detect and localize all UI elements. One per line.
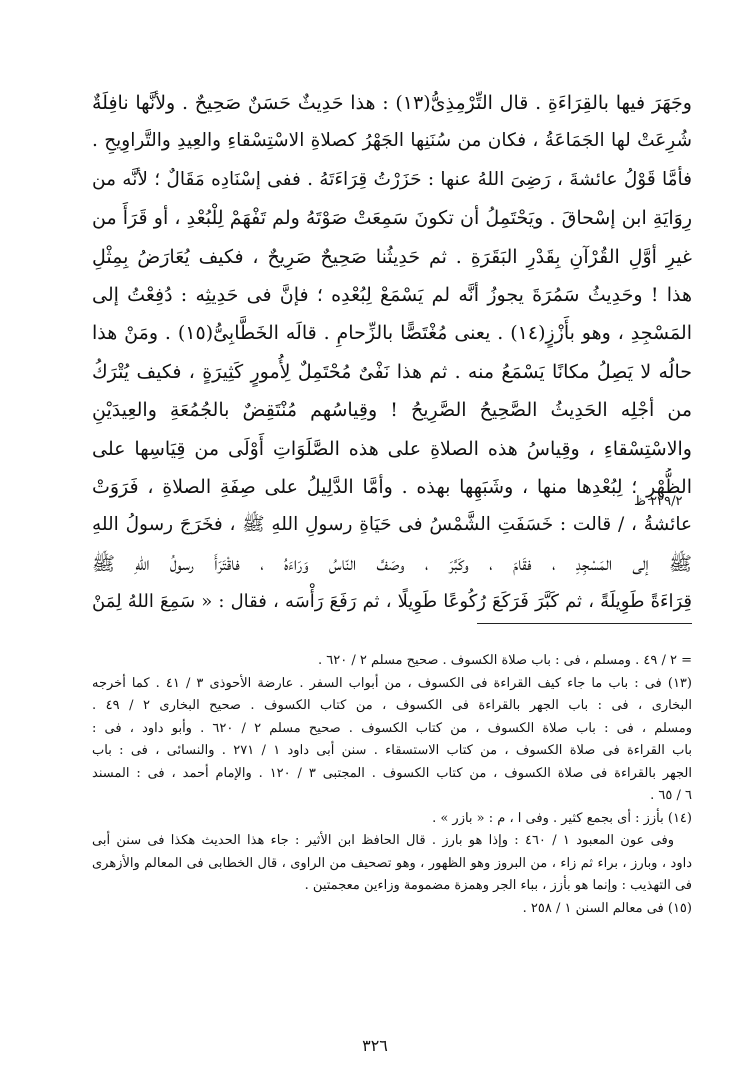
text-line: المَسْجِدِ ، وهو بأَزْزٍ(١٤) . يعنى مُغْتَصًّا بالزِّحامِ . قالَه الخَطَّابِىُّ(١٥) . ومَنْ هذا	[92, 322, 692, 345]
footnote-line: (١٤) بأزز : أى بجمع كثير . وفى ا ، م : « بازر » .	[432, 810, 692, 826]
text-line: ﷺ إلى المَسْجِدِ ، فقَامَ ، وكَبَّرَ ، وصَفَّ النّاسُ وَرَاءَهُ ، فاقْتَرَأَ رسولُ اللهِ ﷺ	[92, 552, 692, 575]
text-line: هذا ! وحَدِيثُ سَمُرَةَ يجوزُ أنَّه لم يَسْمَعْ لِبُعْدِه ؛ فإنَّ فى حَدِيثِه : دُفِعْتُ إلى	[92, 283, 692, 306]
footnote-line: وفى عون المعبود ١ / ٤٦٠ : وإذا هو بارز . قال الحافظ ابن الأثير : جاء هذا الحديث هكذا فى سنن أبى	[92, 833, 674, 848]
text-line: شُرِعَتْ لها الجَمَاعَةُ ، فكان من سُنَنِها الجَهْرُ كصلاةِ الاسْتِسْقاءِ والعِيدِ والتَّراوِيحِ .	[92, 130, 692, 152]
text-line: فأمَّا قَوْلُ عائشةَ ، رَضِىَ اللهُ عنها : حَزَرْتُ قِرَاءَتَهُ . ففى إسْنَادِه مَقَالٌ ؛ لأنَّه من	[92, 168, 692, 190]
footnote-line: الجهر بالقراءة فى صلاة الكسوف ، من كتاب الكسوف . المجتبى ٣ / ١٢٠ . والإمام أحمد ، فى : المسند	[92, 765, 692, 781]
text-line: وجَهَرَ فيها بالقِرَاءَةِ . قال التِّرْمِذِىُّ(١٣) : هذا حَدِيثٌ حَسَنٌ صَحِيحٌ . ولأنَّها نافِلَةٌ	[92, 92, 692, 114]
text-line: غيرِ أوَّلِ القُرْآنِ بِقَدْرِ البَقَرَةِ . ثم حَدِيثُنا صَحِيحٌ صَرِيحٌ ، فكيف يُعَارَضُ بِمِثْلِ	[92, 245, 692, 268]
footnote-line: فى التهذيب : وإنما هو بأزز ، بباء الجر وهمزة مضمومة وزاءين معجمتين .	[304, 878, 692, 893]
footnote-line: (١٥) فى معالم السنن ١ / ٢٥٨ .	[522, 900, 692, 916]
footnote-line: باب القراءة فى صلاة الكسوف ، من كتاب الاستسقاء . سنن أبى داود ١ / ٢٧١ . والنسائى ، فى : باب	[92, 743, 692, 758]
footnotes	[92, 650, 692, 920]
text-line: من أجْلِه الحَدِيثُ الصَّحِيحُ الصَّرِيحُ ! وقِياسُهم مُنْتَقِضٌ بالجُمُعَةِ والعِيدَيْنِ	[92, 399, 692, 422]
text-line: حالُه لا يَصِلُ مكانًا يَسْمَعُ منه . ثم هذا نَفْىٌ مُحْتَمِلٌ لِأُمورٍ كَثِيرَةٍ ، فكيف يُتْرَكُ	[92, 360, 692, 383]
text-line: عائشةُ ، / قالت : خَسَفَتِ الشَّمْسُ فى حَيَاةِ رسولِ اللهِ ﷺ ، فخَرَجَ رسولُ اللهِ	[92, 514, 692, 536]
footnote-line: داود ، وبارز ، براء ثم زاء ، من البروز وهو الظهور ، وهو تصحيف من الراوى ، قال الخطابى فى المعالم والأزهرى	[92, 855, 692, 871]
footnote-line: = ٢ / ٤٩ . ومسلم ، فى : باب صلاة الكسوف . صحيح مسلم ٢ / ٦٢٠ .	[318, 653, 692, 668]
text-line: رِوَايَةِ ابن إسْحاقَ . ويَحْتَمِلُ أن تكونَ سَمِعَتْ صَوْتَهُ ولم تَفْهَمْ لِلْبُعْدِ ، أو قَرَأَ من	[92, 207, 692, 230]
text-line: قِرَاءَةً طَوِيلَةً ، ثم كَبَّرَ فَرَكَعَ رُكُوعًا طَوِيلًا ، ثم رَفَعَ رَأْسَه ، فقال : « سَمِعَ اللهُ لِمَنْ	[92, 591, 692, 613]
footnote-line: ٦ / ٦٥ .	[650, 788, 692, 803]
footnote-divider	[477, 623, 692, 624]
page-number: ٣٢٦	[362, 1036, 388, 1055]
footnote-line: (١٣) فى : باب ما جاء كيف القراءة فى الكسوف ، من أبواب السفر . عارضة الأحوذى ٣ / ٤١ . كما أخرجه	[92, 675, 692, 691]
manuscript-folio-marker: ٢٢٩/٢ ظ	[634, 494, 683, 509]
footnote-line: البخارى ، فى : باب الجهر بالقراءة فى الكسوف ، من كتاب الكسوف . صحيح البخارى ٢ / ٤٩ .	[92, 698, 692, 713]
text-line: الظُّهْرِ ؛ لِبُعْدِها منها ، وشَبَهِها بهذه . وأمَّا الدَّلِيلُ على صِفَةِ الصلاةِ ، فَرَوَتْ	[92, 475, 692, 498]
footnote-line: ومسلم ، فى : باب صلاة الكسوف ، من كتاب الكسوف . صحيح مسلم ٢ / ٦٢٠ . وأبو داود ، فى :	[92, 720, 692, 736]
text-line: والاسْتِسْقاءِ ، وقِياسُ هذه الصلاةِ على هذه الصَّلَوَاتِ أَوْلَى من قِيَاسِها على	[92, 437, 692, 460]
main-text	[92, 84, 692, 621]
